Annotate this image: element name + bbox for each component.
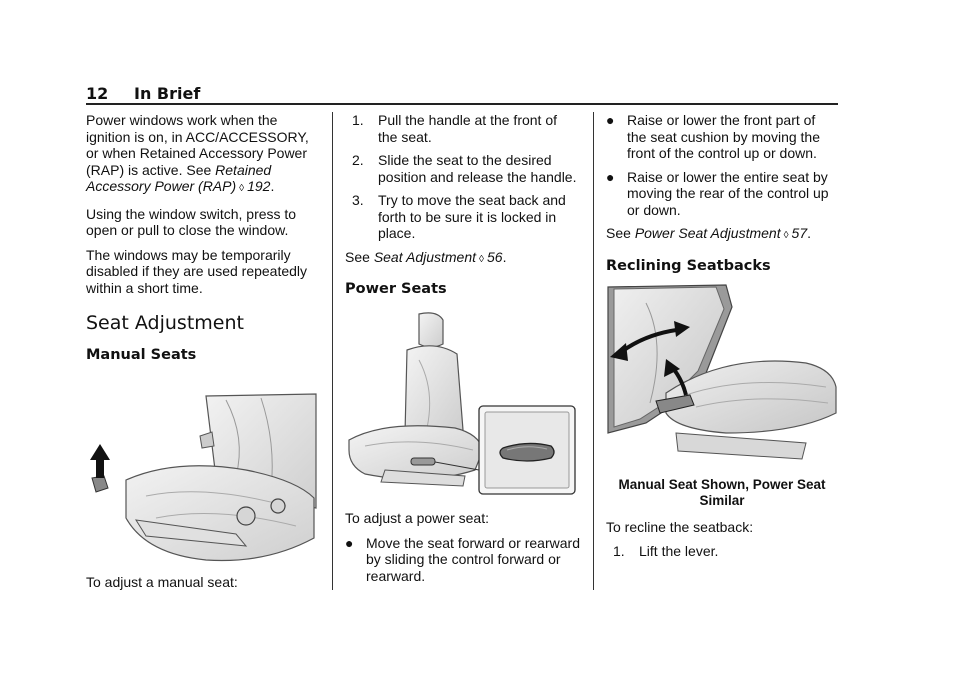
figure-caption: Manual Seat Shown, Power Seat Similar bbox=[618, 476, 826, 508]
reclining-seat-image bbox=[606, 283, 838, 467]
page-ref-icon: ◊ bbox=[479, 253, 484, 265]
recline-steps-list bbox=[606, 543, 838, 560]
power-bullets-list bbox=[345, 535, 580, 585]
power-bullets-list-cont bbox=[606, 112, 838, 218]
manual-seat-illustration bbox=[86, 388, 318, 564]
column-1 bbox=[86, 112, 318, 599]
windows-disabled-paragraph: The windows may be temporarily disabled if they are used repeatedly within a short time. bbox=[86, 246, 308, 296]
rap-page-link[interactable]: 192 bbox=[247, 178, 271, 194]
see-power-seat-adjustment: See Power Seat Adjustment ◊ 57. bbox=[606, 225, 812, 241]
seat-adjustment-heading: Seat Adjustment bbox=[86, 312, 244, 334]
power-adjust-text: To adjust a power seat: bbox=[345, 510, 489, 526]
list-item: ● Raise or lower the front part of the seat cushion by moving the front of the control up or down. bbox=[606, 112, 821, 161]
list-item: 3. Try to move the seat back and forth to be sure it is locked in place. bbox=[352, 192, 566, 241]
reclining-seatbacks-heading: Reclining Seatbacks bbox=[606, 257, 771, 274]
list-item: 2. Slide the seat to the desired position and release the handle. bbox=[352, 152, 577, 185]
manual-seats-heading: Manual Seats bbox=[86, 347, 197, 363]
power-seat-illustration bbox=[345, 310, 580, 500]
list-item: 1. Lift the lever. bbox=[613, 543, 719, 559]
column-2 bbox=[345, 112, 580, 591]
reclining-seat-illustration bbox=[606, 283, 838, 467]
list-item: 1. Pull the handle at the front of the seat. bbox=[352, 112, 558, 145]
power-windows-paragraph: Power windows work when the ignition is on, in ACC/ACCESSORY, or when Retained Accessory Power (RAP) is active. See Retained Accessory Power (RAP) ◊ 192. bbox=[86, 112, 309, 194]
page-header bbox=[86, 84, 838, 104]
power-seats-heading: Power Seats bbox=[345, 281, 447, 297]
seat-adjustment-link[interactable]: Seat Adjustment bbox=[373, 248, 477, 265]
power-seat-adjustment-link[interactable]: Power Seat Adjustment bbox=[634, 225, 781, 241]
rap-link[interactable]: Retained Accessory Power (RAP) bbox=[86, 161, 272, 194]
page-ref-icon: ◊ bbox=[239, 183, 245, 194]
list-item: ● Raise or lower the entire seat by moving the rear of the control up or down. bbox=[606, 168, 829, 218]
recline-text: To recline the seatback: bbox=[606, 518, 754, 535]
power-seat-image bbox=[345, 310, 577, 500]
window-switch-paragraph: Using the window switch, press to open or pull to close the window. bbox=[86, 205, 297, 238]
manual-adjust-text: To adjust a manual seat: bbox=[86, 574, 238, 590]
column-divider-1 bbox=[332, 112, 333, 590]
page-ref-icon: ◊ bbox=[783, 230, 789, 241]
column-divider-2 bbox=[593, 112, 594, 590]
see-seat-adjustment: See Seat Adjustment ◊ 56. bbox=[345, 248, 507, 265]
list-item: ● Move the seat forward or rearward by sliding the control forward or rearward. bbox=[345, 534, 580, 584]
manual-seat-image bbox=[86, 388, 318, 564]
manual-steps-list bbox=[345, 112, 580, 242]
section-title: In Brief bbox=[134, 84, 201, 103]
header-rule bbox=[86, 103, 838, 105]
page-number: 12 bbox=[86, 84, 109, 103]
power-seat-adjustment-page-link[interactable]: 57 bbox=[791, 225, 808, 241]
column-3 bbox=[606, 112, 838, 567]
seat-adjustment-page-link[interactable]: 56 bbox=[486, 248, 503, 265]
